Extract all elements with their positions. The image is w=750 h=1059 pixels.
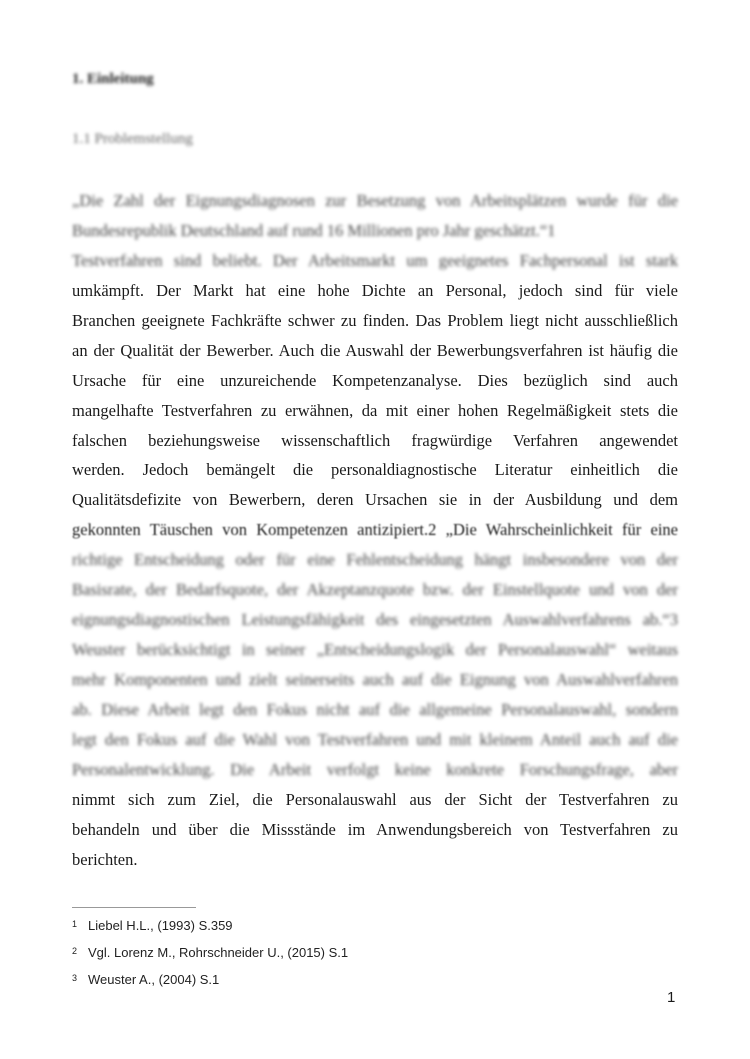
footnote-number: 2 bbox=[72, 946, 78, 956]
footnote bbox=[72, 918, 233, 933]
body-line: an der Qualität der Bewerber. Auch die Auswahl der Bewerbungsverfahren ist häufig die bbox=[72, 341, 678, 360]
body-line: umkämpft. Der Markt hat eine hohe Dichte an Personal, jedoch sind für viele bbox=[72, 281, 678, 300]
footnote bbox=[72, 972, 219, 987]
body-line: richtige Entscheidung oder für eine Fehlentscheidung hängt insbesondere von der bbox=[72, 550, 678, 569]
footnote-separator bbox=[72, 907, 196, 908]
body-line: nimmt sich zum Ziel, die Personalauswahl aus der Sicht der Testverfahren zu bbox=[72, 790, 678, 809]
body-line: mehr Komponenten und zielt seinerseits auch auf die Eignung von Auswahlverfahren bbox=[72, 670, 678, 689]
footnote-number: 1 bbox=[72, 919, 78, 929]
body-line: Weuster berücksichtigt in seiner „Entscheidungslogik der Personalauswahl“ weitaus bbox=[72, 640, 678, 659]
body-line: werden. Jedoch bemängelt die personaldiagnostische Literatur einheitlich die bbox=[72, 460, 678, 479]
body-line: ab. Diese Arbeit legt den Fokus nicht auf die allgemeine Personalauswahl, sondern bbox=[72, 700, 678, 719]
body-line: falschen beziehungsweise wissenschaftlich fragwürdige Verfahren angewendet bbox=[72, 431, 678, 450]
body-line: Basisrate, der Bedarfsquote, der Akzeptanzquote bzw. der Einstellquote und von der bbox=[72, 580, 678, 599]
footnote-text: Weuster A., (2004) S.1 bbox=[88, 972, 220, 987]
body-line: Branchen geeignete Fachkräfte schwer zu finden. Das Problem liegt nicht ausschließlich bbox=[72, 311, 678, 330]
footnote bbox=[72, 945, 348, 960]
footnote-text: Vgl. Lorenz M., Rohrschneider U., (2015) S.1 bbox=[88, 945, 349, 960]
body-line: behandeln und über die Missstände im Anwendungsbereich von Testverfahren zu bbox=[72, 820, 678, 839]
body-line: berichten. bbox=[72, 850, 138, 869]
body-line: gekonnten Täuschen von Kompetenzen antizipiert.2 „Die Wahrscheinlichkeit für eine bbox=[72, 520, 678, 539]
body-line: Ursache für eine unzureichende Kompetenzanalyse. Dies bezüglich sind auch bbox=[72, 371, 678, 390]
body-line: Bundesrepublik Deutschland auf rund 16 Millionen pro Jahr geschätzt.“1 bbox=[72, 221, 556, 240]
body-line: legt den Fokus auf die Wahl von Testverfahren und mit kleinem Anteil auch auf die bbox=[72, 730, 678, 749]
body-line: Testverfahren sind beliebt. Der Arbeitsmarkt um geeignetes Fachpersonal ist stark bbox=[72, 251, 678, 270]
body-line: Personalentwicklung. Die Arbeit verfolgt keine konkrete Forschungsfrage, aber bbox=[72, 760, 678, 779]
section-heading: 1.1 Problemstellung bbox=[72, 131, 193, 147]
footnote-text: Liebel H.L., (1993) S.359 bbox=[88, 918, 233, 933]
body-line: „Die Zahl der Eignungsdiagnosen zur Besetzung von Arbeitsplätzen wurde für die bbox=[72, 191, 678, 210]
body-line: Qualitätsdefizite von Bewerbern, deren Ursachen sie in der Ausbildung und dem bbox=[72, 490, 678, 509]
footnote-number: 3 bbox=[72, 973, 78, 983]
chapter-heading: 1. Einleitung bbox=[72, 71, 154, 87]
page-number: 1 bbox=[667, 989, 676, 1006]
body-line: eignungsdiagnostischen Leistungsfähigkeit des eingesetzten Auswahlverfahrens ab.“3 bbox=[72, 610, 678, 629]
body-line: mangelhafte Testverfahren zu erwähnen, da mit einer hohen Regelmäßigkeit stets die bbox=[72, 401, 678, 420]
